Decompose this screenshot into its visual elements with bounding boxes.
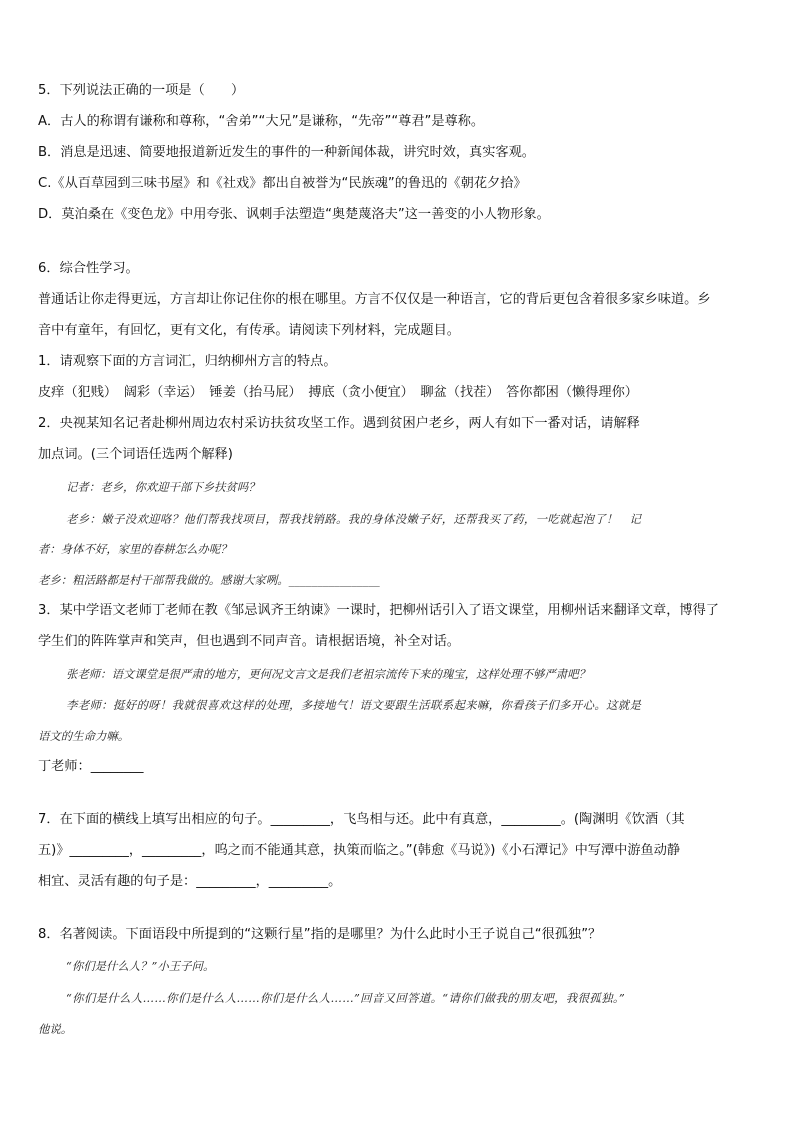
q8-passage-3: 他说。 <box>38 1022 73 1036</box>
q5-option-a: A．古人的称谓有谦称和尊称，“舍弟”“大兄”是谦称，“先帝”“尊君”是尊称。 <box>38 114 485 129</box>
q6-teacher-ding-answer: 丁老师：________ <box>38 759 144 774</box>
q6-sub2-stem-line-1: 2．央视某知名记者赴柳州周边农村采访扶贫攻坚工作。遇到贫困户老乡，两人有如下一番对话，请解释 <box>38 416 640 431</box>
q6-dialog-villager-2: 老乡：粗活路都是村干部帮我做的。感谢大家咧。________________ <box>38 573 380 587</box>
q6-intro-line-2: 音中有童年，有回忆，更有文化，有传承。请阅读下列材料，完成题目。 <box>38 323 460 338</box>
q5-option-c: C.《从百草园到三味书屋》和《社戏》都出自被誉为“民族魂”的鲁迅的《朝花夕拾》 <box>38 176 527 191</box>
q6-dialog-teacher-zhang: 张老师：语文课堂是很严肃的地方，更何况文言文是我们老祖宗流传下来的瑰宝，这样处理不够严肃吧？ <box>66 667 590 681</box>
q6-intro-line-1: 普通话让你走得更远，方言却让你记住你的根在哪里。方言不仅仅是一种语言，它的背后更包含着很多家乡味道。乡 <box>38 292 711 307</box>
q6-sub1-words: 皮痒（犯贱） 阔彩（幸运） 锤姜（抬马屁） 搏底（贪小便宜） 聊盆（找茬） 答你都困（懒得理你） <box>38 385 638 400</box>
q6-dialog-villager: 老乡：嫩子没欢迎咯？他们帮我找项目，帮我找销路。我的身体没嫩子好，还帮我买了药，一吃就起泡了！ 记 <box>66 512 642 526</box>
q5-option-d: D．莫泊桑在《变色龙》中用夸张、讽刺手法塑造“奥楚蔑洛夫”这一善变的小人物形象。 <box>38 207 550 222</box>
q6-dialog-teacher-li: 李老师：挺好的呀！我就很喜欢这样的处理，多接地气！语文要跟生活联系起来嘛，你看孩子们多开心。这就是 <box>66 698 642 712</box>
q5-stem: 5．下列说法正确的一项是（ ） <box>38 83 245 98</box>
q6-stem: 6．综合性学习。 <box>38 261 139 276</box>
q8-passage-1: “你们是什么人？”小王子问。 <box>66 959 215 973</box>
q6-dialog-reporter-2: 者：身体不好，家里的春耕怎么办呢？ <box>38 542 232 556</box>
q6-dialog-teacher-li-2: 语文的生命力嘛。 <box>38 729 130 743</box>
q6-sub3-stem-line-1: 3．某中学语文老师丁老师在教《邹忌讽齐王纳谏》一课时，把柳州话引入了语文课堂，用柳州话来翻译文章，博得了 <box>38 603 719 618</box>
q7-line-2: 五)》_________，_________，呜之而不能通其意，执策而临之。”(韩愈《马说》)《小石潭记》中写潭中游鱼动静 <box>38 843 681 858</box>
q7-line-1: 7．在下面的横线上填写出相应的句子。_________，飞鸟相与还。此中有真意，_________。(陶渊明《饮酒（其 <box>38 812 685 827</box>
q8-passage-2: “你们是什么人……你们是什么人……你们是什么人……”回音又回答道。“请你们做我的朋友吧，我很孤独。” <box>66 991 626 1005</box>
q8-stem: 8．名著阅读。下面语段中所提到的“这颗行星”指的是哪里？为什么此时小王子说自己“很孤独”？ <box>38 927 602 942</box>
q6-sub3-stem-line-2: 学生们的阵阵掌声和笑声，但也遇到不同声音。请根据语境，补全对话。 <box>38 634 460 649</box>
q5-option-b: B．消息是迅速、简要地报道新近发生的事件的一种新闻体裁，讲究时效，真实客观。 <box>38 145 535 160</box>
q6-sub2-stem-line-2: 加点词。(三个词语任选两个解释) <box>38 447 233 462</box>
q6-dialog-reporter: 记者：老乡，你欢迎干部下乡扶贫吗？ <box>66 480 260 494</box>
q6-sub1-stem: 1．请观察下面的方言词汇，归纳柳州方言的特点。 <box>38 354 337 369</box>
q7-line-3: 相宜、灵活有趣的句子是：_________，_________。 <box>38 874 342 889</box>
